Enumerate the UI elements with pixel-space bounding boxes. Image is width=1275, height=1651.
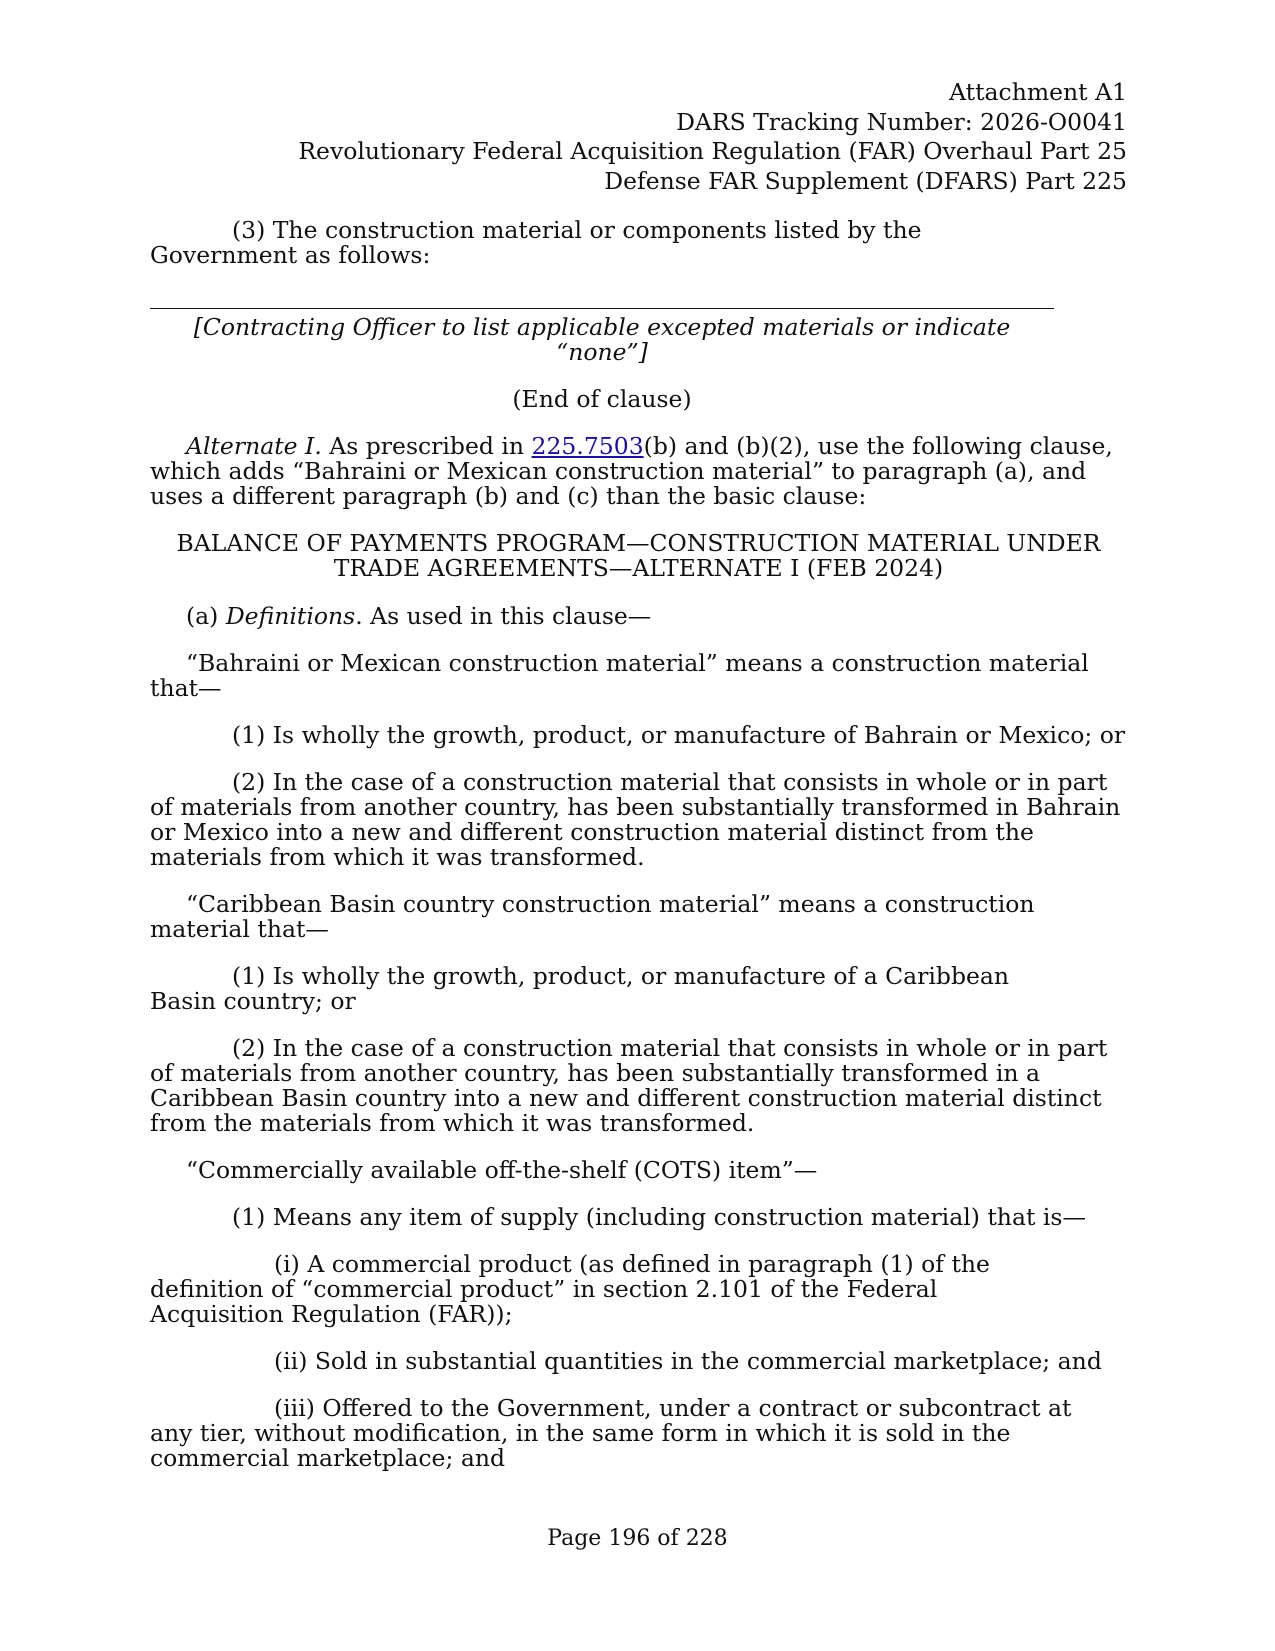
paragraph-definitions — [150, 604, 1127, 629]
paragraph-materials-listed: (3) The construction material or components listed by the Government as follows: — [150, 216, 922, 269]
header-attachment: Attachment A1 — [949, 78, 1127, 106]
contracting-officer-note: [Contracting Officer to list applicable excepted materials or indicate “none”] — [193, 313, 1011, 366]
clause-title — [150, 531, 1127, 581]
definitions-label: Definitions — [225, 602, 356, 630]
alternate-label: Alternate I. — [186, 432, 322, 460]
alternate-text-before-link: As prescribed in — [321, 432, 532, 460]
clause-title-line1: BALANCE OF PAYMENTS PROGRAM—CONSTRUCTION MATERIAL UNDER — [176, 529, 1101, 557]
header-dfars-part: Defense FAR Supplement (DFARS) Part 225 — [604, 166, 1127, 195]
definition-caribbean-2: (2) In the case of a construction material that consists in whole or in part of materials from another country, has been substantially transformed in a Caribbean Basin country into a new and different construction material distinct from the materials from which it was transformed. — [150, 1034, 1108, 1137]
definition-bahraini-2: (2) In the case of a construction material that consists in whole or in part of materials from another country, has been substantially transformed in Bahrain or Mexico into a new and different construction material distinct from the materials from which it was transformed. — [150, 768, 1121, 871]
definition-caribbean: “Caribbean Basin country construction material” means a construction material that— — [150, 890, 1035, 943]
header-tracking-number: DARS Tracking Number: 2026-O0041 — [676, 107, 1127, 136]
definition-cots-1-iii: (iii) Offered to the Government, under a contract or subcontract at any tier, without modification, in the same form in which it is sold in the commercial marketplace; and — [150, 1394, 1072, 1472]
section-link-225-7503[interactable]: 225.7503 — [531, 432, 644, 460]
definition-cots: “Commercially available off-the-shelf (COTS) item”— — [186, 1156, 818, 1184]
definition-cots-1: (1) Means any item of supply (including construction material) that is— — [232, 1203, 1086, 1231]
document-page — [150, 78, 1127, 1493]
definition-caribbean-1: (1) Is wholly the growth, product, or manufacture of a Caribbean Basin country; or — [150, 962, 1010, 1015]
definition-cots-1-ii: (ii) Sold in substantial quantities in the commercial marketplace; and — [274, 1347, 1102, 1375]
definition-cots-1-i: (i) A commercial product (as defined in paragraph (1) of the definition of “commercial product” in section 2.101 of the Federal Acquisition Regulation (FAR)); — [150, 1250, 990, 1328]
fill-in-line — [150, 308, 1054, 309]
page-number: Page 196 of 228 — [547, 1526, 728, 1551]
definition-bahraini-1: (1) Is wholly the growth, product, or manufacture of Bahrain or Mexico; or — [232, 721, 1126, 749]
paragraph-alternate-i — [150, 434, 1127, 509]
document-header — [150, 78, 1127, 196]
alternate-text-after-link: (b) and (b)(2), use the following clause, which adds “Bahraini or Mexican construction material” to paragraph (a), and uses a different paragraph (b) and (c) than the basic clause: — [150, 432, 1113, 510]
end-of-clause: (End of clause) — [512, 385, 692, 413]
clause-title-line2: TRADE AGREEMENTS—ALTERNATE I (FEB 2024) — [333, 554, 944, 582]
header-far-part: Revolutionary Federal Acquisition Regulation (FAR) Overhaul Part 25 — [298, 137, 1127, 165]
definitions-prefix: (a) — [186, 602, 226, 630]
definitions-suffix: . As used in this clause— — [355, 602, 652, 630]
definition-bahraini: “Bahraini or Mexican construction material” means a construction material that— — [150, 649, 1089, 702]
